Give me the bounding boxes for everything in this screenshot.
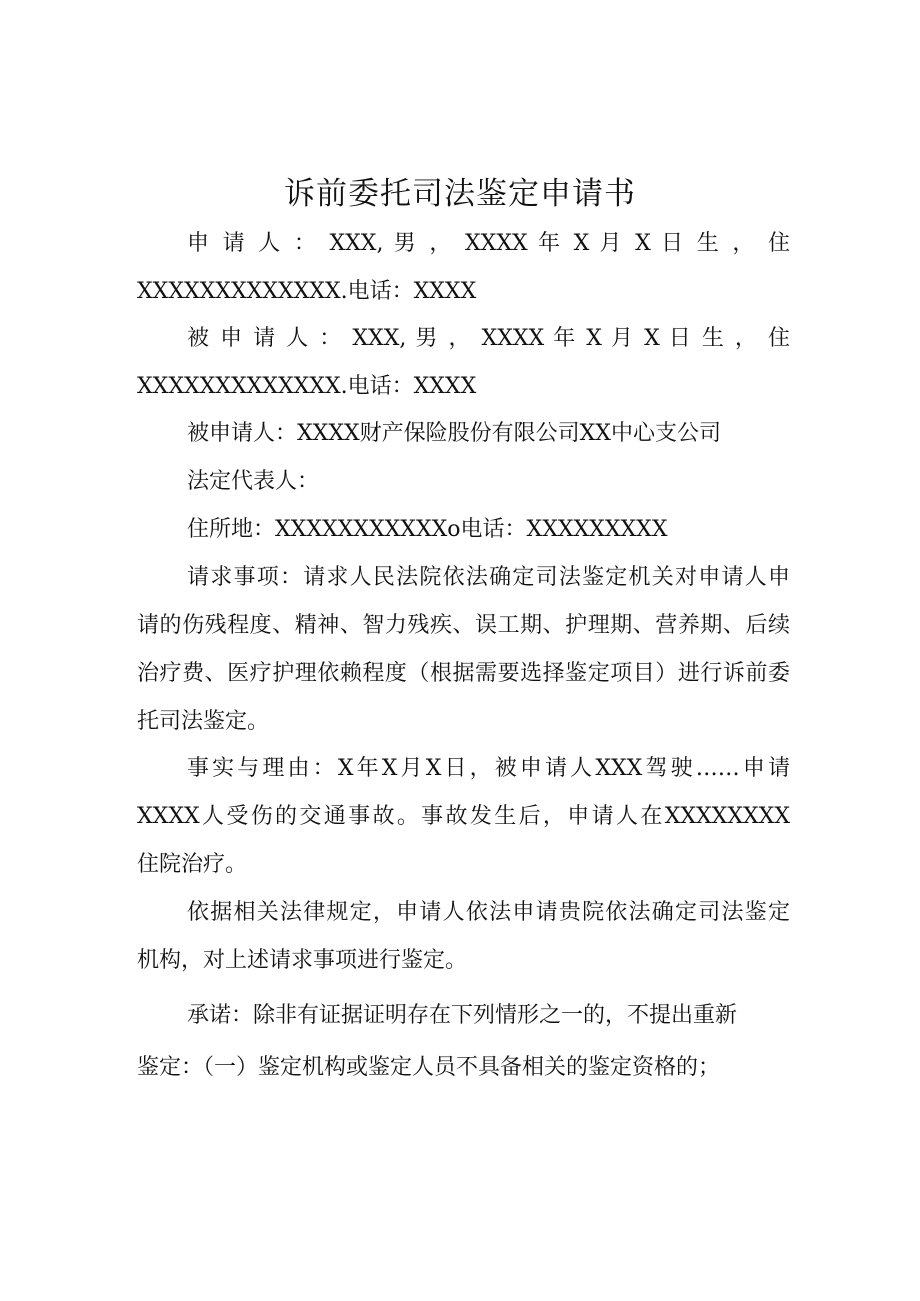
facts-line-1: 事实与理由：X年X月X日，被申请人XXX驾驶……申请 — [187, 756, 790, 781]
document-title: 诉前委托司法鉴定申请书 — [284, 176, 636, 212]
applicant-line-2: XXXXXXXXXXXXX.电话：XXXX — [137, 279, 477, 304]
basis-line-1: 依据相关法律规定，申请人依法申请贵院依法确定司法鉴定 — [187, 900, 790, 925]
request-line-1: 请求事项：请求人民法院依法确定司法鉴定机关对申请人申 — [187, 565, 790, 590]
promise-line-2: 鉴定：（一）鉴定机构或鉴定人员不具备相关的鉴定资格的； — [137, 1055, 721, 1080]
facts-line-2: XXXX人受伤的交通事故。事故发生后，申请人在XXXXXXXX — [137, 804, 790, 829]
address-line: 住所地：XXXXXXXXXXXo电话：XXXXXXXXX — [187, 517, 668, 542]
promise-line-1: 承诺：除非有证据证明存在下列情形之一的，不提出重新 — [187, 1003, 738, 1028]
basis-line-2: 机构，对上述请求事项进行鉴定。 — [137, 948, 468, 973]
legal-representative-line: 法定代表人： — [187, 469, 320, 494]
facts-line-3: 住院治疗。 — [137, 852, 248, 877]
request-line-3: 治疗费、医疗护理依赖程度（根据需要选择鉴定项目）进行诉前委 — [137, 661, 790, 686]
request-line-2: 请的伤残程度、精神、智力残疾、误工期、护理期、营养期、后续 — [137, 613, 790, 638]
applicant-line-1: 申 请 人 ： XXX, 男 ， XXXX 年 X 月 X 日 生 ， 住 — [187, 231, 790, 256]
respondent-company-line: 被申请人：XXXX财产保险股份有限公司XX中心支公司 — [187, 421, 721, 446]
respondent-line-1: 被 申 请 人 ： XXX, 男 ， XXXX 年 X 月 X 日 生 ， 住 — [187, 326, 791, 351]
request-line-4: 托司法鉴定。 — [137, 709, 270, 734]
respondent-line-2: XXXXXXXXXXXXX.电话：XXXX — [137, 374, 477, 399]
